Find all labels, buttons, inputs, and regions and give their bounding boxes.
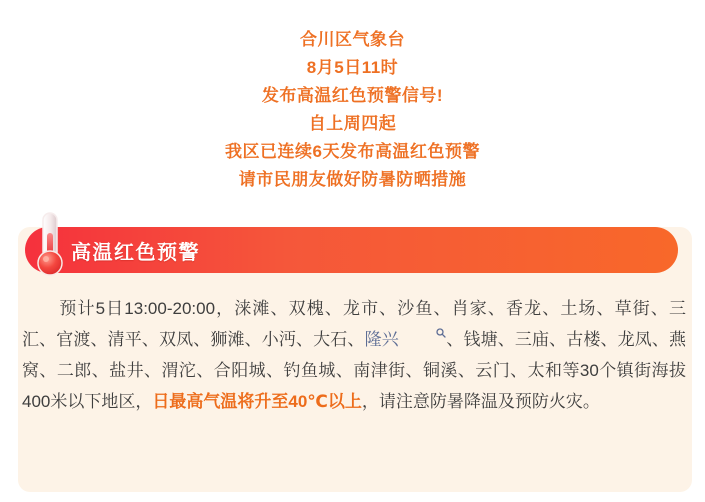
banner-title: 高温红色预警	[71, 241, 200, 264]
paragraph-highlight: 日最高气温将升至40℃以上	[152, 392, 362, 411]
notice-line-datetime: 8月5日11时	[306, 58, 399, 77]
notice-block	[0, 0, 705, 194]
alert-card	[18, 227, 692, 492]
magnifier-icon	[399, 328, 446, 338]
longxing-search-link[interactable]	[365, 330, 447, 349]
longxing-link-text: 隆兴	[364, 330, 399, 349]
paragraph-part3: ，请注意防暑降温及预防火灾。	[361, 392, 600, 411]
paragraph-part1: 预计5日13:00-20:00，涞滩、双槐、龙市、沙鱼、肖家、香龙、土场、草街、三汇、官渡、清平、双凤、狮滩、小沔、大石、	[22, 299, 686, 349]
notice-line-consecutive: 我区已连续6天发布高温红色预警	[225, 142, 480, 161]
paragraph-part2: 、钱塘、三庙、古楼、龙凤、燕窝、二郎、盐井、渭沱、合阳城、钓鱼城、南津街、铜溪、云门、太和等30个镇街海拔400米以下地区，	[22, 330, 687, 411]
notice-line-signal: 发布高温红色预警信号!	[261, 86, 444, 105]
thermometer-icon	[32, 211, 68, 277]
alert-banner	[25, 227, 678, 273]
notice-line-advice: 请市民朋友做好防暑防晒措施	[238, 170, 467, 189]
notice-line-station: 合川区气象台	[300, 30, 405, 49]
alert-paragraph	[18, 273, 692, 417]
notice-line-since: 自上周四起	[308, 114, 397, 133]
